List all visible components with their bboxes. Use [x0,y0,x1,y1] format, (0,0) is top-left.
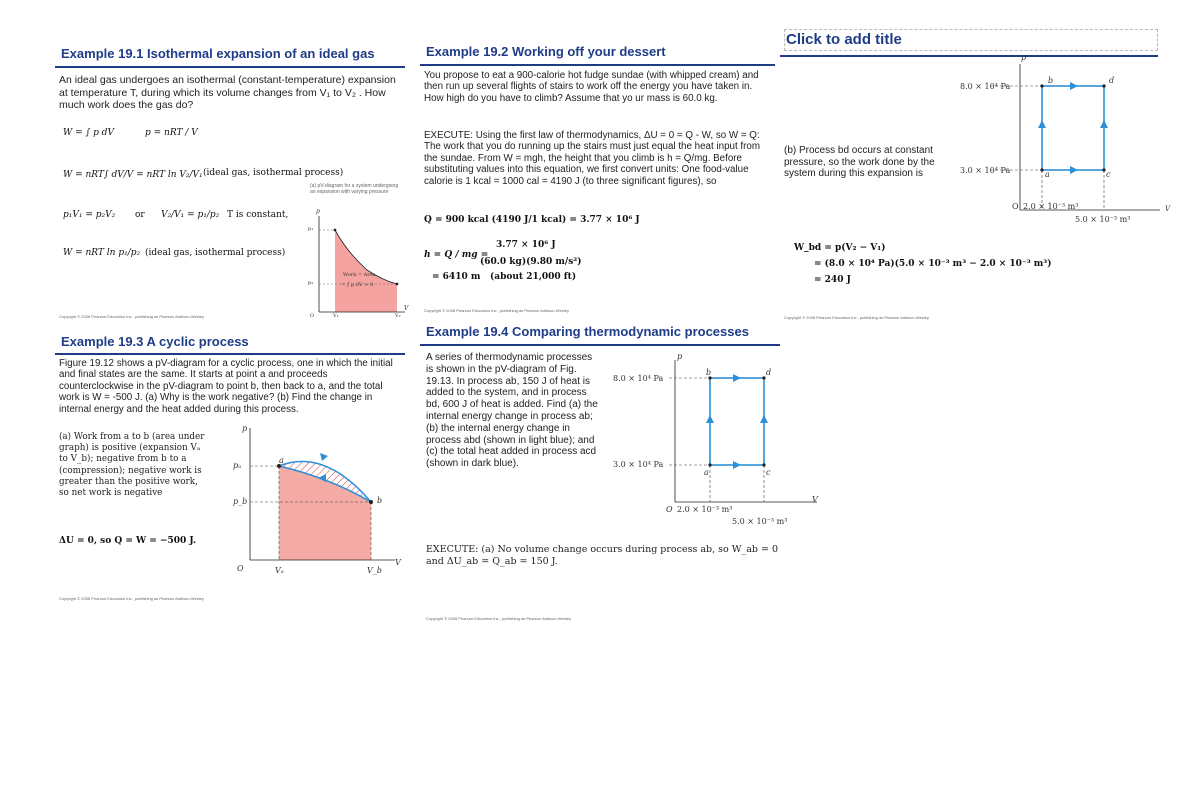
problem-text: You propose to eat a 900-calorie hot fudge sundae (with whipped cream) and then run up several flights of stairs to work off the energy you have taken in. How high do you have to climb? Assume that yo ur mass is 60.0 kg. [424,70,759,104]
slide-example-19-2 [420,40,775,325]
p-low-label: 3.0 × 10⁴ Pa [960,166,1011,175]
slide-title: Example 19.1 Isothermal expansion of an ideal gas [61,46,375,61]
p-high-label: 8.0 × 10⁴ Pa [613,374,664,383]
v-low-label: 2.0 × 10⁻³ m³ [1023,202,1079,211]
equation-height-result: = 6410 m [432,272,481,282]
explanation-text: (a) Work from a to b (area under graph) is positive (expansion Vₐ to V_b); negative from b to a (compression); negative work is greater than the positive work, so net work is negative [59,432,205,499]
title-rule [55,353,405,355]
point-d: d [1109,76,1115,85]
equation-work-pressure: W = nRT ln p₁/p₂ [63,248,141,258]
point-b: b [706,368,712,377]
copyright: Copyright © 2008 Pearson Education Inc., publishing as Pearson Addison-Wesley [59,596,204,601]
title-rule [55,66,405,68]
problem-text: Figure 19.12 shows a pV-diagram for a cyclic process, one in which the initial and final states are the same. It starts at point a and proceeds counterclockwise in the pV-diagram to point b, then back to a, and the total work is W = -500 J. (a) Why is the work negative? (b) Find the change in internal energy and the heat added during this process. [59,358,393,415]
slide-title-placeholder[interactable]: Click to add title [786,31,902,48]
p2-label: p₂ [308,280,314,286]
area-label-2: = ∫ p dV > 0 [341,282,374,288]
v-high-label: 5.0 × 10⁻³ m³ [732,517,788,526]
equation-note: (ideal gas, isothermal process) [203,168,344,178]
equation-height-lhs: h = Q / mg = [424,250,489,260]
copyright: Copyright © 2008 Pearson Education Inc., publishing as Pearson Addison-Wesley [426,616,571,621]
equation-work-bd-values: = (8.0 × 10⁴ Pa)(5.0 × 10⁻³ m³ − 2.0 × 10⁻³ m³) [814,259,1052,269]
title-rule [420,64,775,66]
origin-label: O [237,564,244,573]
va-label: Vₐ [275,566,284,575]
copyright: Copyright © 2008 Pearson Education Inc., publishing as Pearson Addison-Wesley [424,308,569,313]
p1-label: p₁ [308,226,314,232]
point-a: a [279,456,284,465]
equation-pressure: p = nRT / V [145,128,198,138]
axis-v-label: V [1165,205,1171,213]
axis-v-label: V [395,558,401,567]
slide-title: Example 19.2 Working off your dessert [426,44,666,59]
copyright: Copyright © 2008 Pearson Education Inc., publishing as Pearson Addison-Wesley [59,314,204,319]
axis-v-label: V [404,305,409,312]
problem-text: An ideal gas undergoes an isothermal (constant-temperature) expansion at temperature T, during which its volume changes from V₁ to V₂ . How much work does the gas do? [59,74,396,112]
point-a: a [1045,170,1050,179]
v2-label: V₂ [395,313,401,319]
slide-title: Example 19.4 Comparing thermodynamic processes [426,324,749,339]
equation-ratio: V₂/V₁ = p₁/p₂ [161,210,220,220]
copyright: Copyright © 2008 Pearson Education Inc., publishing as Pearson Addison-Wesley [784,315,929,320]
slide-title: Example 19.3 A cyclic process [61,334,249,349]
pv-diagram-isothermal [307,212,407,322]
pa-label: pₐ [233,461,242,470]
title-rule [780,55,1158,57]
equation-boyle: p₁V₁ = p₂V₂ [63,210,116,220]
origin-label: O [310,313,315,319]
point-c: c [766,468,771,477]
equation-height-feet: (about 21,000 ft) [490,272,577,282]
work-area [335,230,397,312]
v-low-label: 2.0 × 10⁻³ m³ [677,505,733,514]
slide-example-19-4 [420,320,818,625]
slide-example-19-3 [55,328,405,608]
p-high-label: 8.0 × 10⁴ Pa [960,82,1011,91]
axis-v-label: V [812,495,818,504]
equation-work-bd: W_bd = p(V₂ − V₁) [794,243,886,253]
pv-diagram-processes [1020,60,1190,220]
equation-result: ΔU = 0, so Q = W = −500 J. [59,536,197,546]
point-b: b [1048,76,1054,85]
origin-label: O [666,505,673,514]
point-d: d [766,368,772,377]
execute-text: EXECUTE: (a) No volume change occurs during process ab, so W_ab = 0 and ΔU_ab = Q_ab = 150 J. [426,544,779,567]
equation-or: or [135,210,145,220]
slide-example-19-1 [55,40,409,325]
point-a: a [704,468,709,477]
v-high-label: 5.0 × 10⁻³ m³ [1075,215,1131,224]
equation-height-denominator: (60.0 kg)(9.80 m/s²) [480,257,582,267]
equation-height-numerator: 3.77 × 10⁶ J [496,240,556,250]
equation-isothermal-work: W = nRT∫ dV/V = nRT ln V₂/V₁ [63,170,203,180]
pv-diagram-cyclic [230,428,400,578]
pb-label: p_b [233,497,248,506]
origin-label: O [1012,202,1019,211]
equation-heat: Q = 900 kcal (4190 J/1 kcal) = 3.77 × 10⁶ J [424,215,640,225]
area-label-1: Work = Area [343,272,376,278]
title-rule [420,344,780,346]
point-b: b [377,496,383,505]
axis-p-label: p [242,424,248,433]
vb-label: V_b [367,566,382,575]
cycle-rect [1042,86,1104,170]
point-c: c [1106,170,1111,179]
execute-text: EXECUTE: Using the first law of thermodynamics, ΔU = 0 = Q - W, so W = Q: The work that you do running up the stairs must just equal the heat input from the sundae. From W = mgh, the height that you climb is h = Q/mg. Before substituting values into this equation, we first convert units: One food-value calorie is 1 kcal = 1000 cal = 4190 J (to three significant figures), so [424,130,761,187]
equation-note-t: T is constant, [227,210,289,220]
axis-p-label: p [677,352,683,361]
equation-note-2: (ideal gas, isothermal process) [145,248,286,258]
equation-work-bd-result: = 240 J [814,275,851,285]
axis-p-label: p [1021,53,1027,62]
cycle-rect [710,378,764,465]
problem-text: A series of thermodynamic processes is shown in the pV-diagram of Fig. 19.13. In process ab, 150 J of heat is added to the system, and in process bd, 600 J of heat is added. Find (a) the internal energy change in process ab; (b) the internal energy change in process abd (shown in light blue); and (c) the total heat added in process acd (shown in dark blue). [426,352,598,470]
p-low-label: 3.0 × 10⁴ Pa [613,460,664,469]
axis-p-label: p [316,208,320,215]
equation-work-integral: W = ∫ p dV [63,128,114,138]
slide-click-to-add-title [780,25,1171,320]
figure-caption: (a) pV-diagram for a system undergoing an expansion with varying pressure [310,183,399,195]
pv-diagram-comparison [675,360,845,510]
v1-label: V₁ [333,313,339,319]
problem-text: (b) Process bd occurs at constant pressure, so the work done by the system during this expansion is [784,145,935,180]
